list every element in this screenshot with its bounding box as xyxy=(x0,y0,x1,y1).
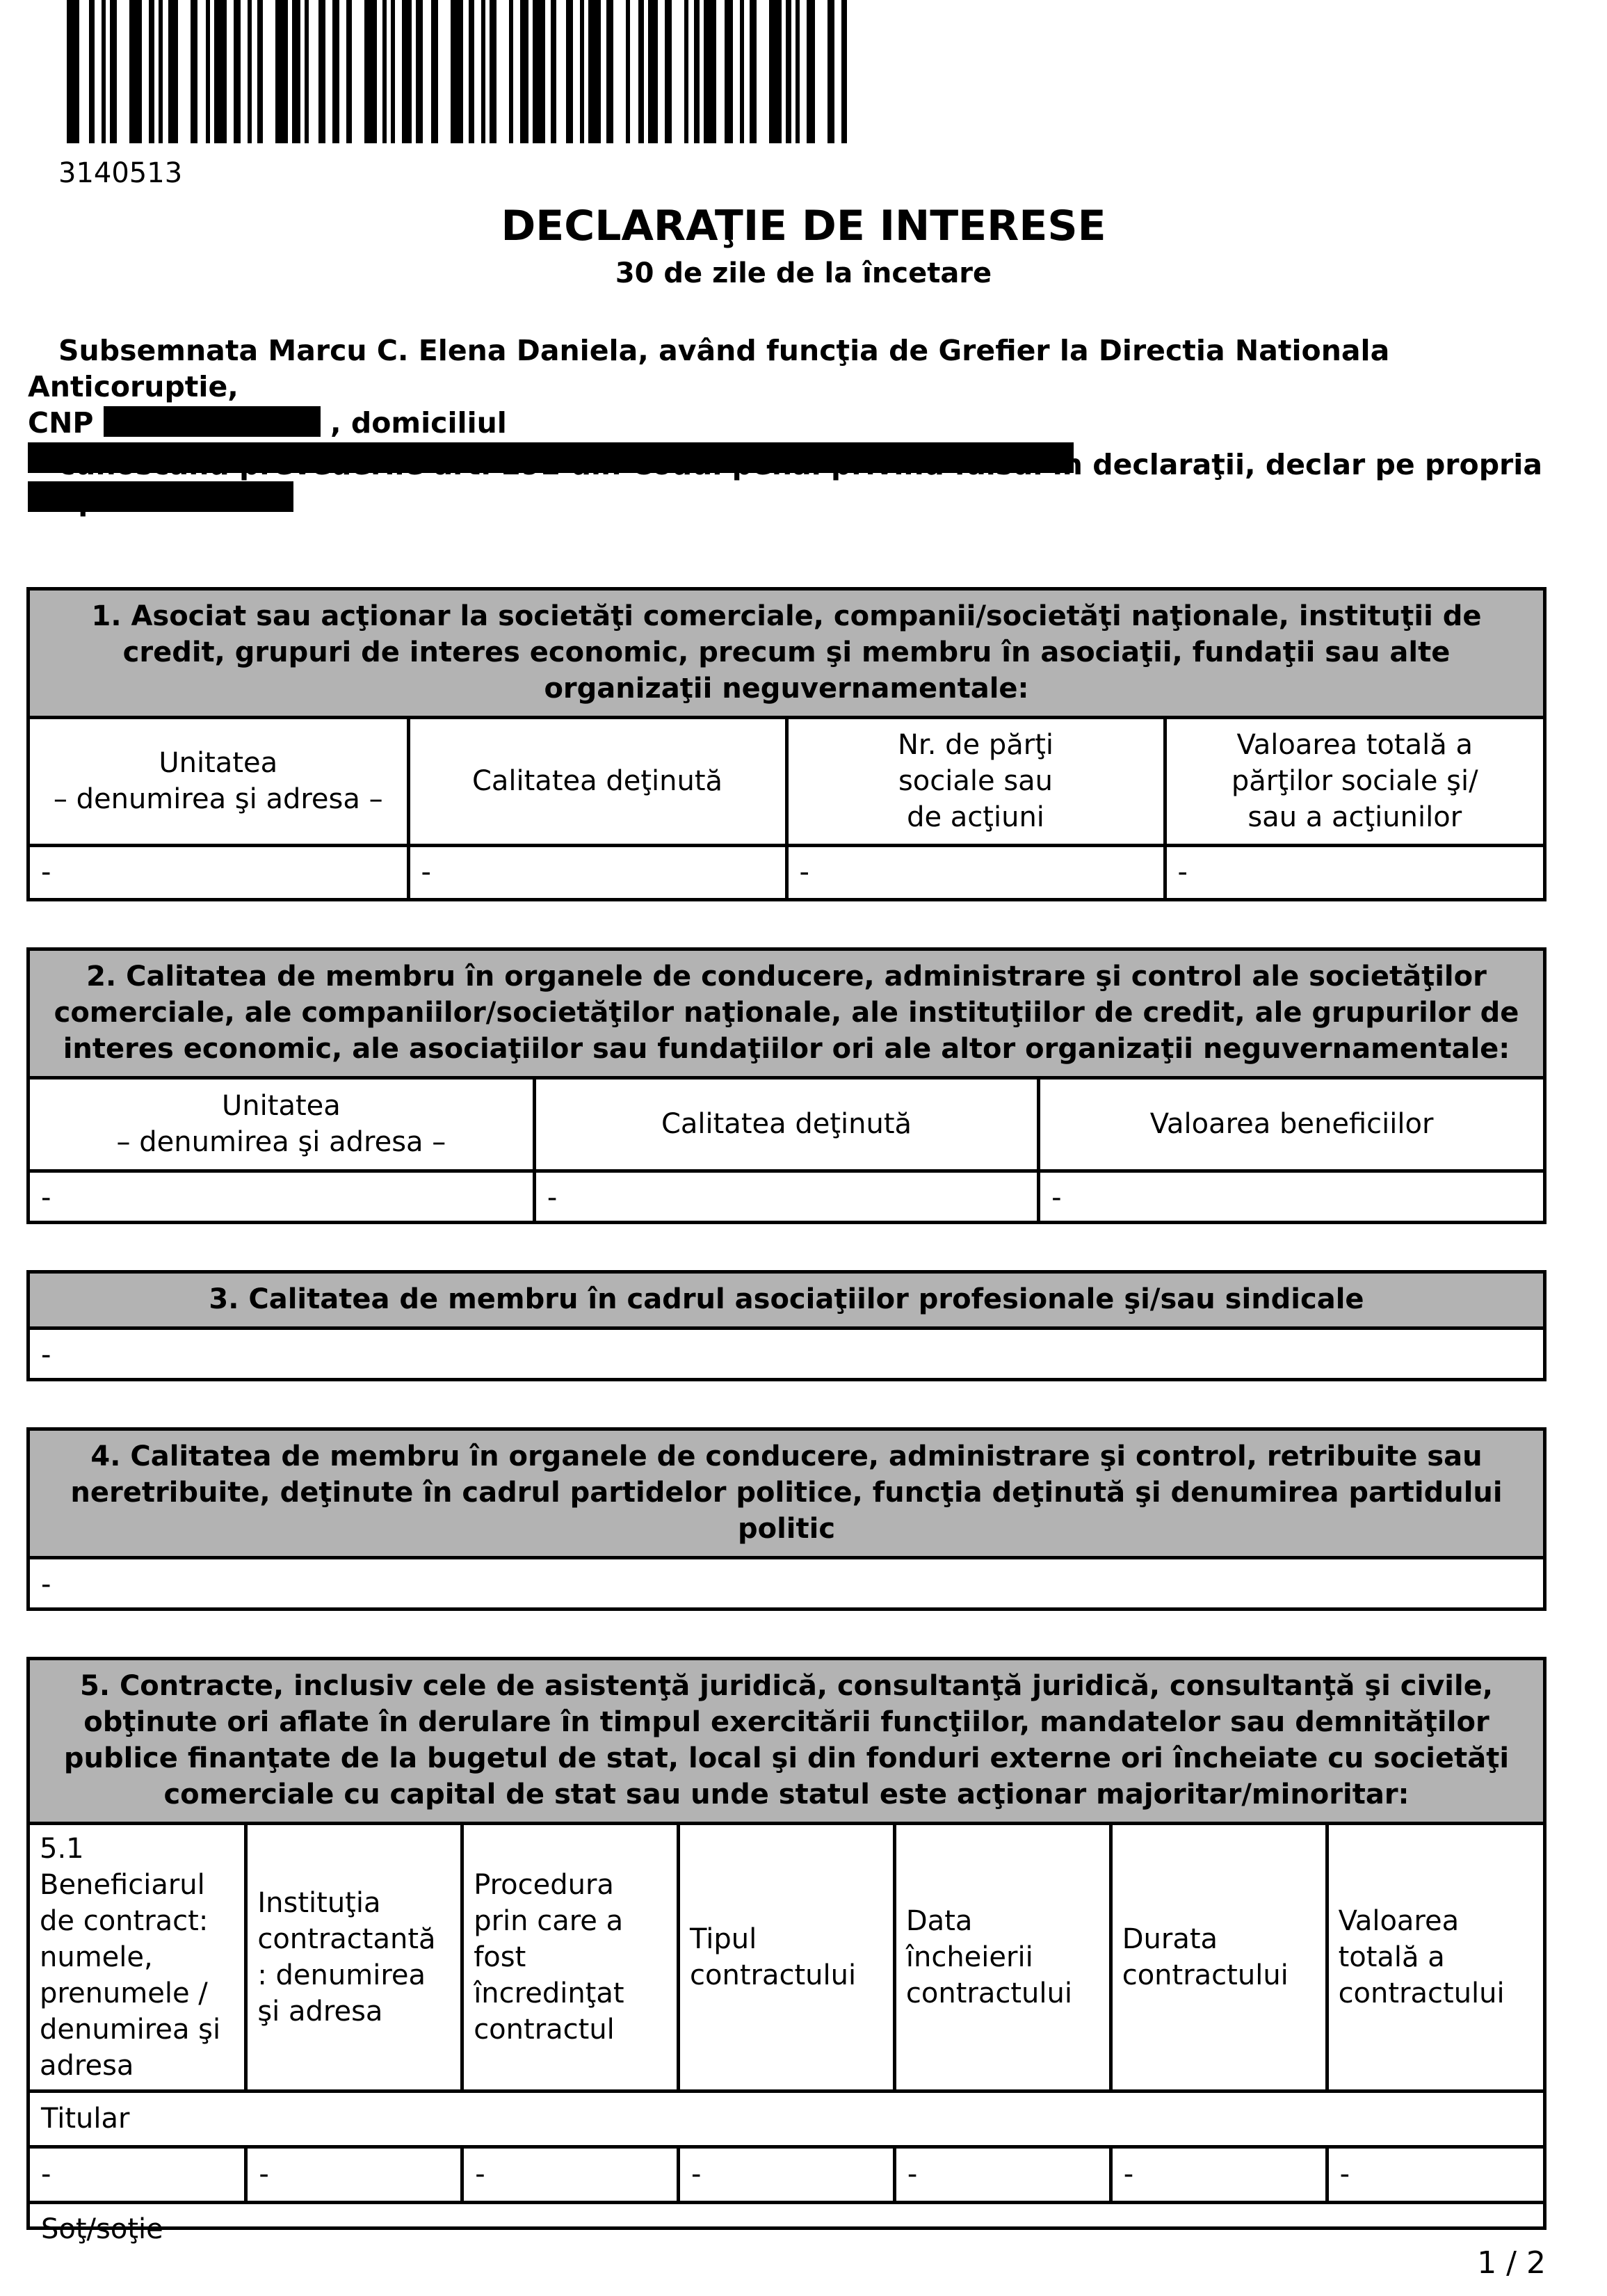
section-5-cell: - xyxy=(246,2146,462,2202)
section-2-col-valoarea: Valoarea beneficiilor xyxy=(1039,1077,1543,1171)
domiciliu-label: , domiciliul xyxy=(330,406,507,440)
document-subtitle: 30 de zile de la încetare xyxy=(615,257,992,289)
section-5-col-data: Data încheierii contractului xyxy=(894,1823,1111,2091)
section-1-title: 1. Asociat sau acţionar la societăţi comerciale, companii/societăţi naţionale, instituţii de credit, grupuri de interes economic, precum şi membru în asociaţii, fundaţii sau alte organizaţii neguvernamentale: xyxy=(30,591,1543,717)
section-1-col-unitatea: Unitatea – denumirea şi adresa – xyxy=(30,717,408,845)
section-5-col-beneficiar: 5.1 Beneficiarul de contract: numele, prenumele / denumirea şi adresa xyxy=(30,1823,246,2091)
section-5 xyxy=(26,1657,1547,2245)
section-5-cell: - xyxy=(462,2146,679,2202)
section-5-cell: - xyxy=(679,2146,895,2202)
section-3-title: 3. Calitatea de membru în cadrul asociaţiilor profesionale şi/sau sindicale xyxy=(30,1274,1543,1328)
section-2 xyxy=(26,947,1547,1224)
section-5-col-tipul: Tipul contractului xyxy=(679,1823,895,2091)
section-3 xyxy=(26,1270,1547,1381)
section-1-cell: - xyxy=(408,845,786,898)
section-1-cell: - xyxy=(30,845,408,898)
section-5-col-durata: Durata contractului xyxy=(1111,1823,1327,2091)
cnp-redaction xyxy=(104,406,321,437)
declaration-paragraph xyxy=(28,447,1551,519)
section-2-title: 2. Calitatea de membru în organele de conducere, administrare şi control ale societăţilor comerciale, ale companiilor/societăţilor naţionale, ale instituţiilor de credit, ale grupurilor de interes economic, ale asociaţiilor sau fundaţiilor ori ale altor organizaţii neguvernamentale: xyxy=(30,951,1543,1077)
cnp-label: CNP xyxy=(28,406,94,440)
section-5-cell: - xyxy=(1111,2146,1327,2202)
document-id: 3140513 xyxy=(58,157,183,189)
section-2-col-unitatea: Unitatea – denumirea şi adresa – xyxy=(30,1077,534,1171)
section-1-cell: - xyxy=(1165,845,1543,898)
section-2-cell: - xyxy=(534,1171,1038,1223)
section-5-cell: - xyxy=(894,2146,1111,2202)
section-1 xyxy=(26,587,1547,901)
section-5-cell: - xyxy=(1327,2146,1543,2202)
section-5-col-institutia: Instituţia contractantă : denumirea şi adresa xyxy=(246,1823,462,2091)
section-5-cell: - xyxy=(30,2146,246,2202)
section-2-cell: - xyxy=(30,1171,534,1223)
declaration-text: cunoscând prevederile art. 292 din Codul penal privind falsul în declaraţii, declar pe propria răspundere: xyxy=(28,448,1542,517)
barcode xyxy=(67,0,859,143)
section-1-col-nr-parti: Nr. de părţi sociale sau de acţiuni xyxy=(786,717,1165,845)
section-2-col-calitatea: Calitatea deţinută xyxy=(534,1077,1038,1171)
section-5-sot-label: Soţ/soţie xyxy=(30,2202,1543,2254)
document-title: DECLARAŢIE DE INTERESE xyxy=(501,202,1106,250)
section-4-title: 4. Calitatea de membru în organele de conducere, administrare şi control, retribuite sau neretribuite, deţinute în cadrul partidelor politice, funcţia deţinută şi denumirea partidului politic xyxy=(30,1431,1543,1557)
section-4 xyxy=(26,1427,1547,1611)
section-5-titular-label: Titular xyxy=(30,2091,1543,2146)
section-4-value: - xyxy=(30,1557,1543,1609)
section-1-col-valoarea: Valoarea totală a părţilor sociale şi/ sau a acţiunilor xyxy=(1165,717,1543,845)
section-1-col-calitatea: Calitatea deţinută xyxy=(408,717,786,845)
section-2-cell: - xyxy=(1039,1171,1543,1223)
section-5-col-valoarea: Valoarea totală a contractului xyxy=(1327,1823,1543,2091)
section-1-cell: - xyxy=(786,845,1165,898)
page-number: 1 / 2 xyxy=(1477,2245,1546,2281)
intro-text: Subsemnata Marcu C. Elena Daniela, având funcţia de Grefier la Directia Nationala Anticoruptie, xyxy=(28,334,1390,403)
section-5-col-procedura: Procedura prin care a fost încredinţat contractul xyxy=(462,1823,679,2091)
section-3-value: - xyxy=(30,1328,1543,1380)
section-5-title: 5. Contracte, inclusiv cele de asistenţă juridică, consultanţă juridică, consultanţă şi civile, obţinute ori aflate în derulare în timpul exercitării funcţiilor, mandatelor sau demnităţilor publice finanţate de la bugetul de stat, local şi din fonduri externe ori încheiate cu societăţi comerciale cu capital de stat sau unde statul este acţionar majoritar/minoritar: xyxy=(30,1660,1543,1823)
